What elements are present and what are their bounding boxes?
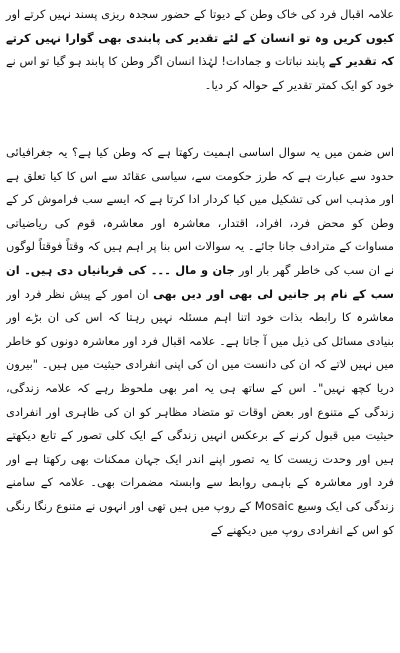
paragraph-1-line-3: پابند نباتات و جمادات! لہٰذا انسان اگر وطن کا پابند ہو گیا تو اس نے خود کو ایک کمتر <box>6 54 394 92</box>
paragraph-2-line-10: دریا کچھ نہیں"۔ اس کے ساتھ ہی یہ امر بھی ملحوظ رہے کہ علامہ زندگی، زندگی کے متنوع <box>6 380 394 419</box>
paragraph-1-line-2: کیوں کریں وہ تو انسان کے لئے تقدیر کی پابندی بھی گوارا نہیں کرتے کہ تقدیر کے <box>6 30 394 69</box>
paragraph-2-line-8: بڑے اور بنیادی مسائل کی ذیل میں آ جاتا ہے۔ علامہ اقبال فرد اور معاشرہ دونوں <box>6 310 394 348</box>
paragraph-2-line-7: ان امور کے پیش نظر فرد اور معاشرہ کا رابطہ بذات خود اتنا اہم مسئلہ نہیں رہتا کہ اس کی ان <box>6 286 394 325</box>
paragraph-1-line-1: علامہ اقبال فرد کی خاک وطن کے دیوتا کے حضور سجدہ ریزی پسند نہیں کرتے اور <box>6 7 394 21</box>
paragraph-2-line-1: اس ضمن میں یہ سوال اساسی اہمیت رکھتا ہے کہ وطن کیا ہے؟ یہ جغرافیائی حدود <box>6 145 394 183</box>
paragraph-2-line-4: فرد، افراد، اقتدار، معاشرہ اور معاشرہ، قوم کی ریاضیاتی مساوات کے مترادف جانا <box>6 215 394 254</box>
paragraph-2-line-15: تھی اور انہوں نے متنوع رنگا رنگی کو اس کے انفرادی روپ میں دیکھنے کے <box>6 498 394 537</box>
paragraph-2-line-3: اس کی تشکیل میں کیا کردار ادا کرتا ہے کہ ایسے سب فراموش کر کے وطن کو محض <box>6 192 394 230</box>
paragraph-2-line-11: اور بعض اوقات تو متضاد مظاہر کو ان کی ظاہری اور انفرادی حیثیت میں قبول کرنے <box>6 404 394 443</box>
paragraph-1-line-4: تقدیر کے حوالہ کر دیا۔ <box>204 77 312 92</box>
paragraph-2-line-12: کے برعکس انہیں زندگی کے ایک کلی تصور کے تابع دیکھتے ہیں اور وحدت زیست کا یہ <box>6 428 394 466</box>
paragraph-2-line-9: کو خاطر میں نہیں لاتے کہ ان کی دانست میں ان کی اپنی انفرادی حیثیت میں ہیں۔ "بیرون <box>6 333 394 372</box>
paragraph-2 <box>6 141 394 651</box>
paragraph-2-line-13: تصور اپنے اندر ایک جہان ممکنات بھی رکھتا ہے اور فرد اور معاشرہ کے باہمی روابط <box>6 451 394 490</box>
paragraph-2-line-6: جان و مال ۔۔۔ کی قربانیاں دی ہیں۔ ان سب کے نام پر جانیں لی بھی اور دیں بھی <box>6 262 394 301</box>
paragraph-2-line-2: سے عبارت ہے کہ طرز حکومت سے، سیاسی عقائد سے اس کا کیا تعلق ہے اور مذہب <box>6 168 394 207</box>
paragraph-1 <box>6 3 394 123</box>
paragraph-2-line-14: سے وابستہ مضمرات بھی۔ علامہ کے سامنے زندگی کی ایک وسیع Mosaic کے روپ میں ہیں <box>6 475 394 513</box>
paragraph-2-line-5: جائے۔ یہ سوالات اس بنا پر اہم ہیں کہ وقتاً فوقتاً لوگوں نے ان سب کی خاطر گھر بار اور <box>6 239 394 277</box>
